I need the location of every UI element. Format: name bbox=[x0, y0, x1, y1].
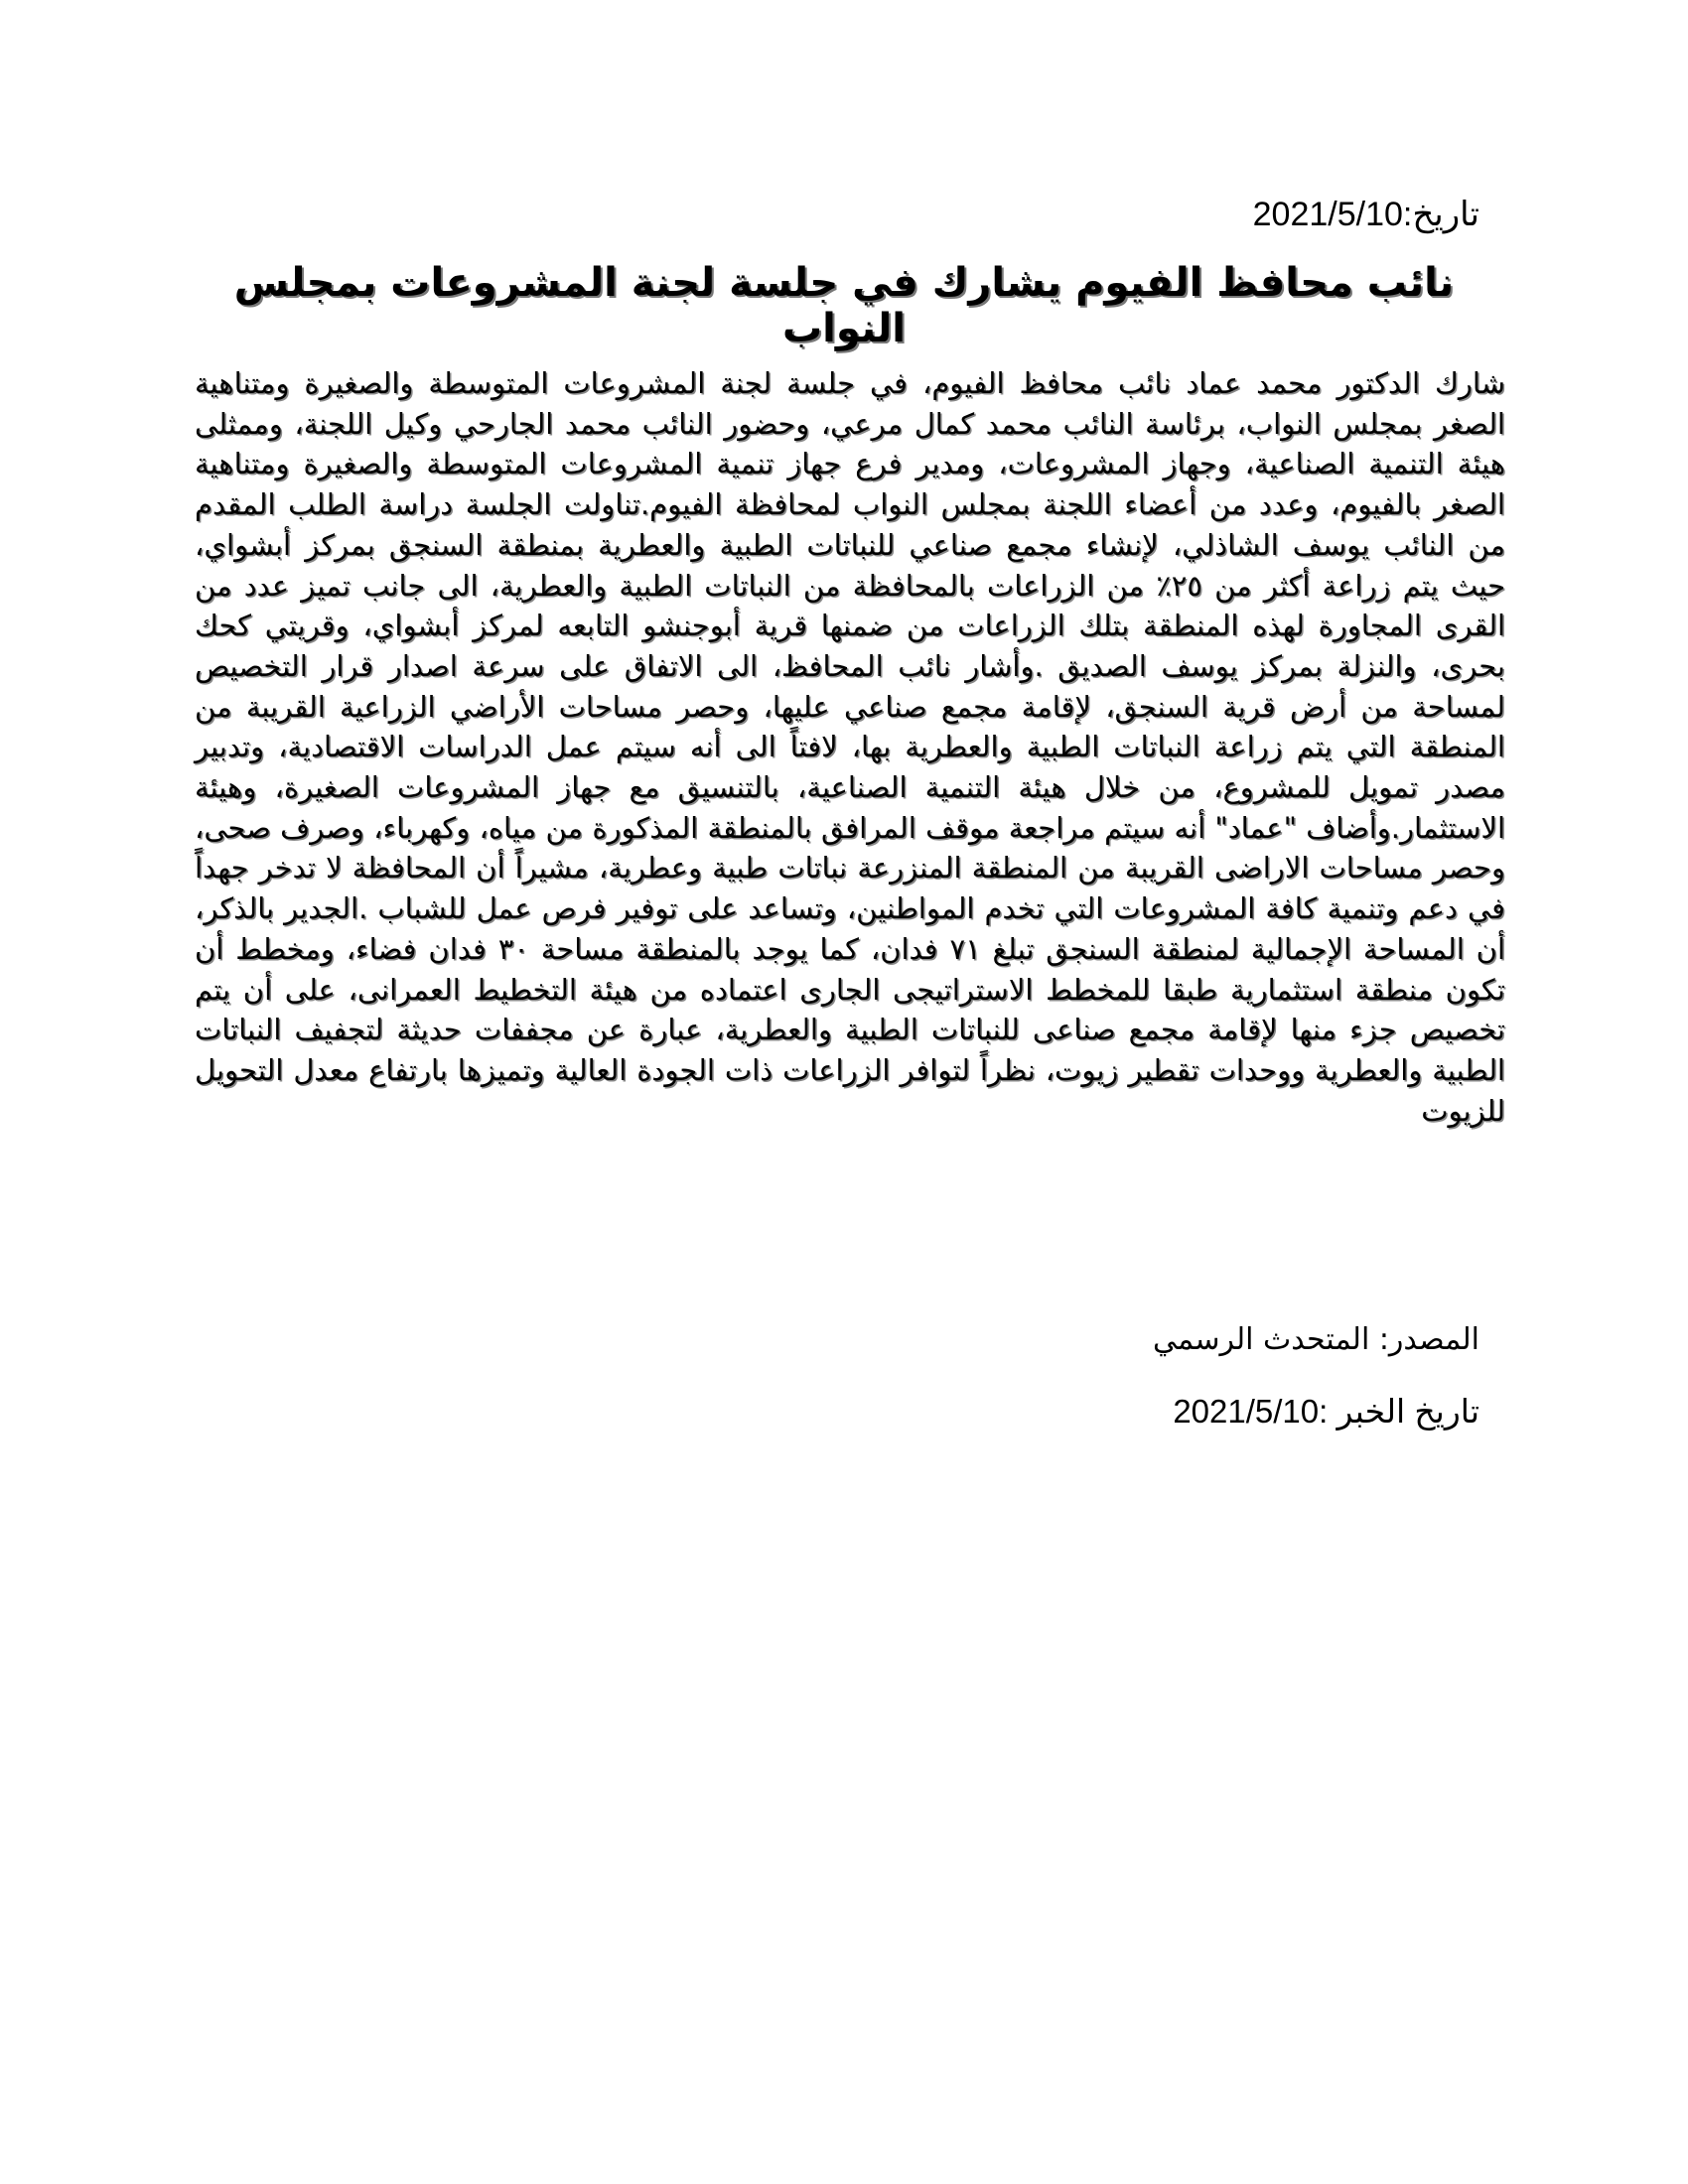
news-date-line: تاريخ الخبر :2021/5/10 bbox=[1173, 1393, 1479, 1430]
source-line: المصدر: المتحدث الرسمي bbox=[1153, 1322, 1479, 1357]
document-title: نائب محافظ الفيوم يشارك في جلسة لجنة المشروعات بمجلس النواب bbox=[233, 260, 1455, 351]
document-body: شارك الدكتور محمد عماد نائب محافظ الفيوم، في جلسة لجنة المشروعات المتوسطة والصغيرة ومتناهية الصغر بمجلس النواب، برئاسة النائب محمد كمال مرعي، وحضور النائب محمد الجارحي وكيل اللجنة، وممثلى هيئة التنمية الصناعية، وجهاز المشروعات، ومدير فرع جهاز تنمية المشروعات المتوسطة والصغيرة ومتناهية الصغر بالفيوم، وعدد من أعضاء اللجنة بمجلس النواب لمحافظة الفيوم.تناولت الجلسة دراسة الطلب المقدم من النائب يوسف الشاذلي، لإنشاء مجمع صناعي للنباتات الطبية والعطرية بمنطقة السنجق بمركز أبشواي، حيث يتم زراعة أكثر من ٢٥٪ من الزراعات بالمحافظة من النباتات الطبية والعطرية، الى جانب تميز عدد من القرى المجاورة لهذه المنطقة بتلك الزراعات من ضمنها قرية أبوجنشو التابعه لمركز أبشواي، وقريتي كحك بحرى، والنزلة بمركز يوسف الصديق .وأشار نائب المحافظ، الى الاتفاق على سرعة اصدار قرار التخصيص لمساحة من أرض قرية السنجق، لإقامة مجمع صناعي عليها، وحصر مساحات الأراضي الزراعية القريبة من المنطقة التي يتم زراعة النباتات الطبية والعطرية بها، لافتاً الى أنه سيتم عمل الدراسات الاقتصادية، وتدبير مصدر تمويل للمشروع، من خلال هيئة التنمية الصناعية، بالتنسيق مع جهاز المشروعات الصغيرة، وهيئة الاستثمار.وأضاف "عماد" أنه سيتم مراجعة موقف المرافق بالمنطقة المذكورة من مياه، وكهرباء، وصرف صحى، وحصر مساحات الاراضى القريبة من المنطقة المنزرعة نباتات طبية وعطرية، مشيراً أن المحافظة لا تدخر جهداً في دعم وتنمية كافة المشروعات التي تخدم المواطنين، وتساعد على توفير فرص عمل للشباب .الجدير بالذكر، أن المساحة الإجمالية لمنطقة السنجق تبلغ ٧١ فدان، كما يوجد بالمنطقة مساحة ٣٠ فدان فضاء، ومخطط أن تكون منطقة استثمارية طبقا للمخطط الاستراتيجى الجارى اعتماده من هيئة التخطيط العمرانى، على أن يتم تخصيص جزء منها لإقامة مجمع صناعى للنباتات الطبية والعطرية، عبارة عن مجففات حديثة لتجفيف النباتات الطبية والعطرية ووحدات تقطير زيوت، نظراً لتوافر الزراعات ذات الجودة العالية وتميزها بارتفاع معدل التحويل للزيوت bbox=[195, 366, 1506, 1128]
document-date: تاريخ:2021/5/10 bbox=[1252, 196, 1479, 233]
